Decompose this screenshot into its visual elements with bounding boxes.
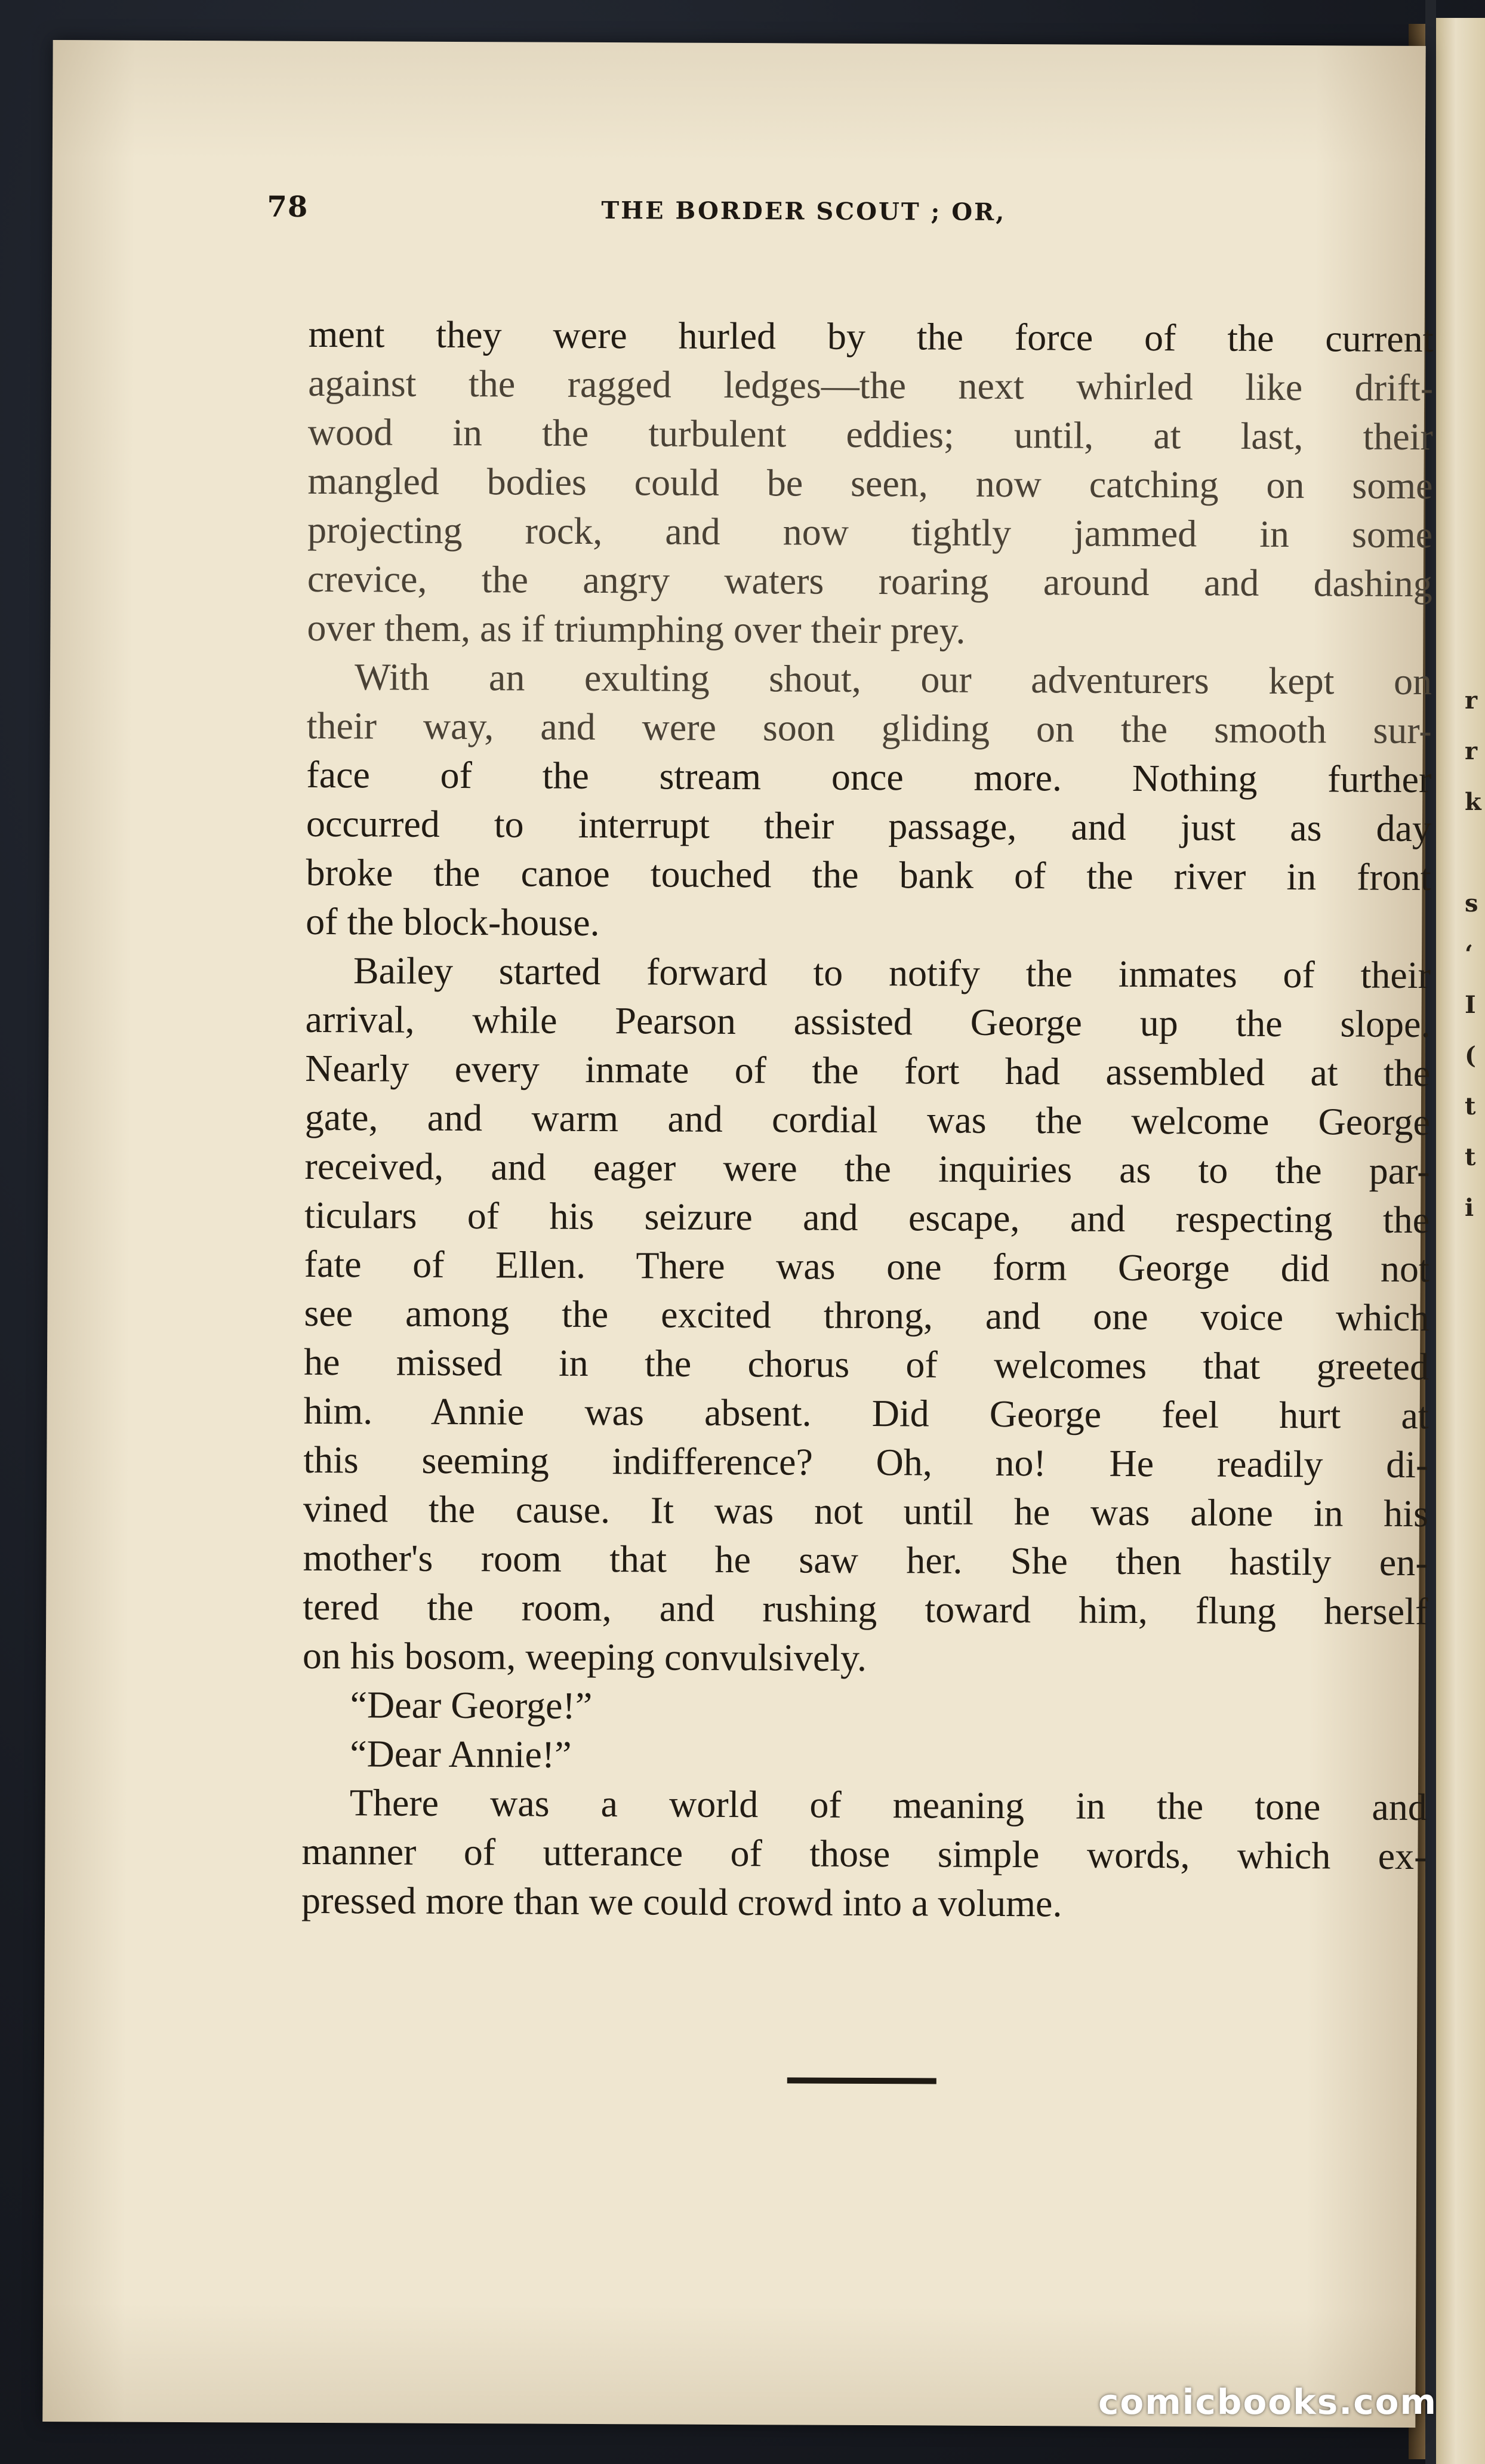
text-line: Bailey started forward to notify the inmates of their xyxy=(353,949,1431,997)
edge-char: ( xyxy=(1465,1042,1476,1070)
text-line: against the ragged ledges—the next whirled like drift- xyxy=(308,361,1434,409)
edge-char: r xyxy=(1465,737,1478,765)
text-line: their way, and were soon gliding on the smooth sur- xyxy=(306,704,1432,752)
edge-char: t xyxy=(1465,1092,1476,1120)
text-line: gate, and warm and cordial was the welcome George xyxy=(304,1095,1430,1144)
text-line: of the block-house. xyxy=(306,900,600,944)
text-line: ticulars of his seizure and escape, and respecting the xyxy=(304,1193,1430,1242)
text-line: tered the room, and rushing toward him, flung herself xyxy=(303,1585,1428,1633)
text-line: projecting rock, and now tightly jammed in some xyxy=(307,508,1433,556)
text-line: mangled bodies could be seen, now catching on some xyxy=(307,459,1433,507)
text-line: “Dear Annie!” xyxy=(350,1732,572,1776)
text-line: There was a world of meaning in the tone and xyxy=(349,1781,1427,1829)
body-text xyxy=(301,310,1434,1930)
text-line: With an exulting shout, our adventurers kept on xyxy=(354,655,1432,703)
text-line: him. Annie was absent. Did George feel hurt at xyxy=(303,1389,1429,1437)
text-line: he missed in the chorus of welcomes that greeted xyxy=(303,1340,1429,1388)
text-line: this seeming indifference? Oh, no! He readily di- xyxy=(303,1438,1429,1486)
text-line: face of the stream once more. Nothing further xyxy=(306,753,1432,801)
text-line: vined the cause. It was not until he was alone in his xyxy=(303,1487,1429,1535)
text-line: wood in the turbulent eddies; until, at last, their xyxy=(307,410,1433,458)
edge-char: r xyxy=(1465,686,1478,714)
text-line: fate of Ellen. There was one form George did not xyxy=(304,1242,1429,1290)
text-line: received, and eager were the inquiries as to the par- xyxy=(304,1144,1430,1193)
page-number: 78 xyxy=(267,190,309,224)
text-line: pressed more than we could crowd into a volume. xyxy=(301,1878,1062,1925)
text-line: over them, as if triumphing over their prey. xyxy=(307,606,966,652)
text-line: mother's room that he saw her. She then hastily en- xyxy=(303,1536,1428,1584)
text-line: broke the canoe touched the bank of the river in front xyxy=(306,851,1431,899)
text-line: arrival, while Pearson assisted George up the slope. xyxy=(305,997,1431,1046)
text-line: see among the excited throng, and one voice which xyxy=(304,1291,1429,1339)
running-head: THE BORDER SCOUT ; OR, xyxy=(601,196,1006,226)
text-line: occurred to interrupt their passage, and just as day xyxy=(306,802,1432,850)
book-page xyxy=(42,40,1434,2428)
text-line: “Dear George!” xyxy=(350,1683,593,1727)
next-page-edge xyxy=(1436,18,1485,2464)
page-header xyxy=(52,189,1425,243)
edge-char: t xyxy=(1465,1143,1476,1171)
watermark: comicbooks.com xyxy=(1098,2382,1437,2422)
chapter-end-rule xyxy=(787,2077,936,2084)
edge-char: I xyxy=(1465,991,1476,1019)
text-line: on his bosom, weeping convulsively. xyxy=(302,1634,867,1679)
edge-char: i xyxy=(1465,1194,1474,1222)
text-line: manner of utterance of those simple words, which ex- xyxy=(301,1829,1427,1878)
text-line: ment they were hurled by the force of the current xyxy=(308,312,1434,361)
text-line: Nearly every inmate of the fort had assembled at the xyxy=(305,1046,1431,1095)
edge-char: k xyxy=(1465,788,1481,816)
edge-char: ‘ xyxy=(1465,940,1473,968)
text-line: crevice, the angry waters roaring around and dashing xyxy=(307,557,1432,605)
edge-char: s xyxy=(1465,889,1478,917)
